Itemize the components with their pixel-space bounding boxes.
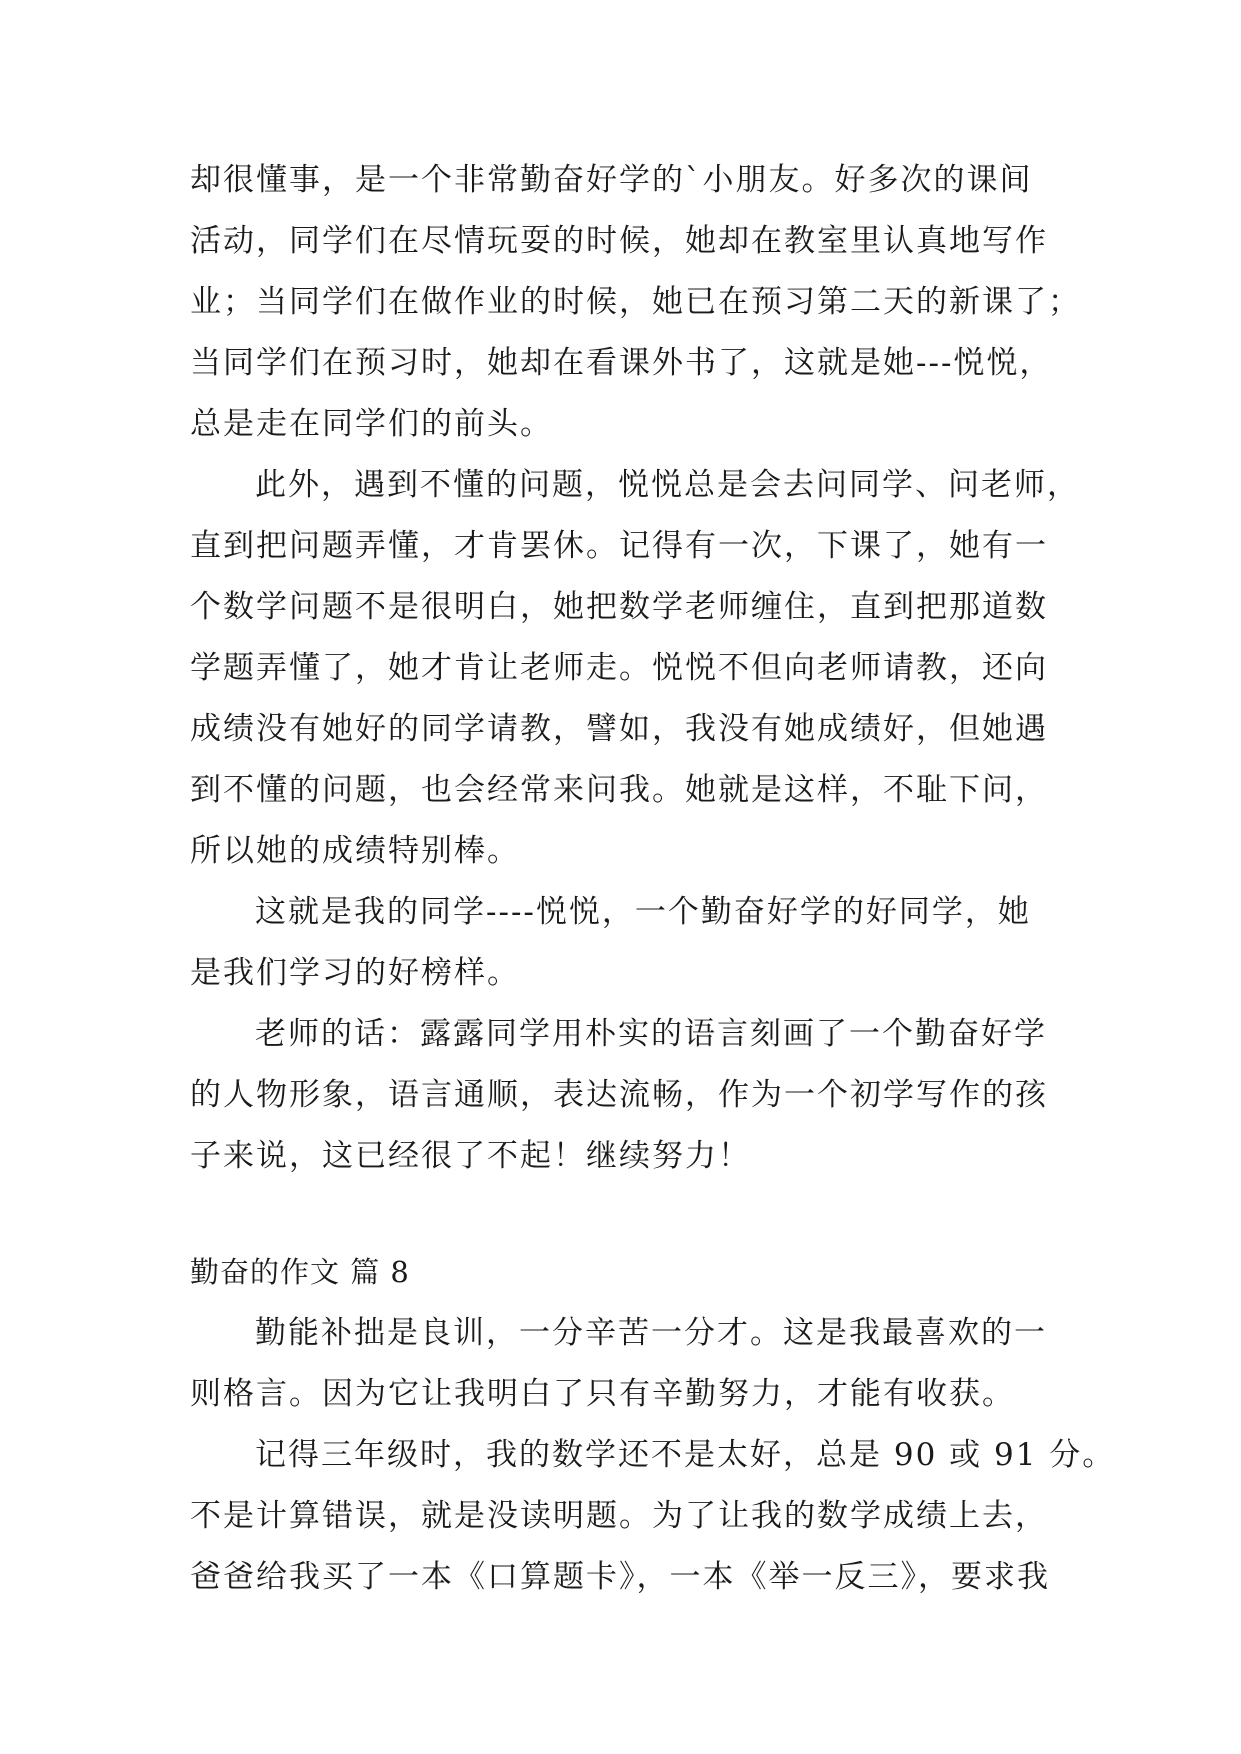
section-heading: 勤奋的作文 篇 8 (190, 1255, 410, 1289)
paragraph (190, 455, 1080, 882)
section-gap (190, 1187, 1060, 1242)
text-line: 是我们学习的好榜样。 (190, 955, 520, 991)
text-line: 子来说，这已经很了不起！继续努力！ (190, 1138, 751, 1174)
teacher-comment (190, 1004, 1060, 1187)
text-line: 勤能补拙是良训，一分辛苦一分才。这是我最喜欢的一 (255, 1315, 1047, 1351)
text-line: 不是计算错误，就是没读明题。为了让我的数学成绩上去， (190, 1498, 1048, 1534)
document-page (190, 150, 1116, 1608)
text-line: 却很懂事，是一个非常勤奋好学的`小朋友。好多次的课间 (190, 162, 1033, 198)
text-line: 到不懂的问题，也会经常来问我。她就是这样，不耻下问， (190, 772, 1048, 808)
text-line: 则格言。因为它让我明白了只有辛勤努力，才能有收获。 (190, 1376, 1015, 1412)
text-line: 直到把问题弄懂，才肯罢休。记得有一次，下课了，她有一 (190, 528, 1048, 564)
text-line: 记得三年级时，我的数学还不是太好，总是 90 或 91 分。 (255, 1437, 1116, 1473)
paragraph (190, 882, 1060, 1004)
text-line: 所以她的成绩特别棒。 (190, 833, 520, 869)
text-line: 总是走在同学们的前头。 (190, 406, 553, 442)
text-line: 的人物形象，语言通顺，表达流畅，作为一个初学写作的孩 (190, 1077, 1048, 1113)
text-line: 这就是我的同学----悦悦，一个勤奋好学的好同学，她 (255, 894, 1031, 930)
text-line: 老师的话：露露同学用朴实的语言刻画了一个勤奋好学 (255, 1016, 1047, 1052)
text-line: 活动，同学们在尽情玩耍的时候，她却在教室里认真地写作 (190, 223, 1048, 259)
paragraph (190, 150, 1081, 455)
text-line: 业；当同学们在做作业的时候，她已在预习第二天的新课了； (190, 284, 1081, 320)
paragraph (190, 1303, 1060, 1425)
text-line: 学题弄懂了，她才肯让老师走。悦悦不但向老师请教，还向 (190, 650, 1048, 686)
text-line: 个数学问题不是很明白，她把数学老师缠住，直到把那道数 (190, 589, 1048, 625)
text-line: 爸爸给我买了一本《口算题卡》，一本《举一反三》，要求我 (190, 1559, 1050, 1595)
paragraph (190, 1425, 1116, 1608)
text-line: 当同学们在预习时，她却在看课外书了，这就是她---悦悦， (190, 345, 1053, 381)
text-line: 成绩没有她好的同学请教，譬如，我没有她成绩好，但她遇 (190, 711, 1048, 747)
text-line: 此外，遇到不懂的问题，悦悦总是会去问同学、问老师， (255, 467, 1080, 503)
